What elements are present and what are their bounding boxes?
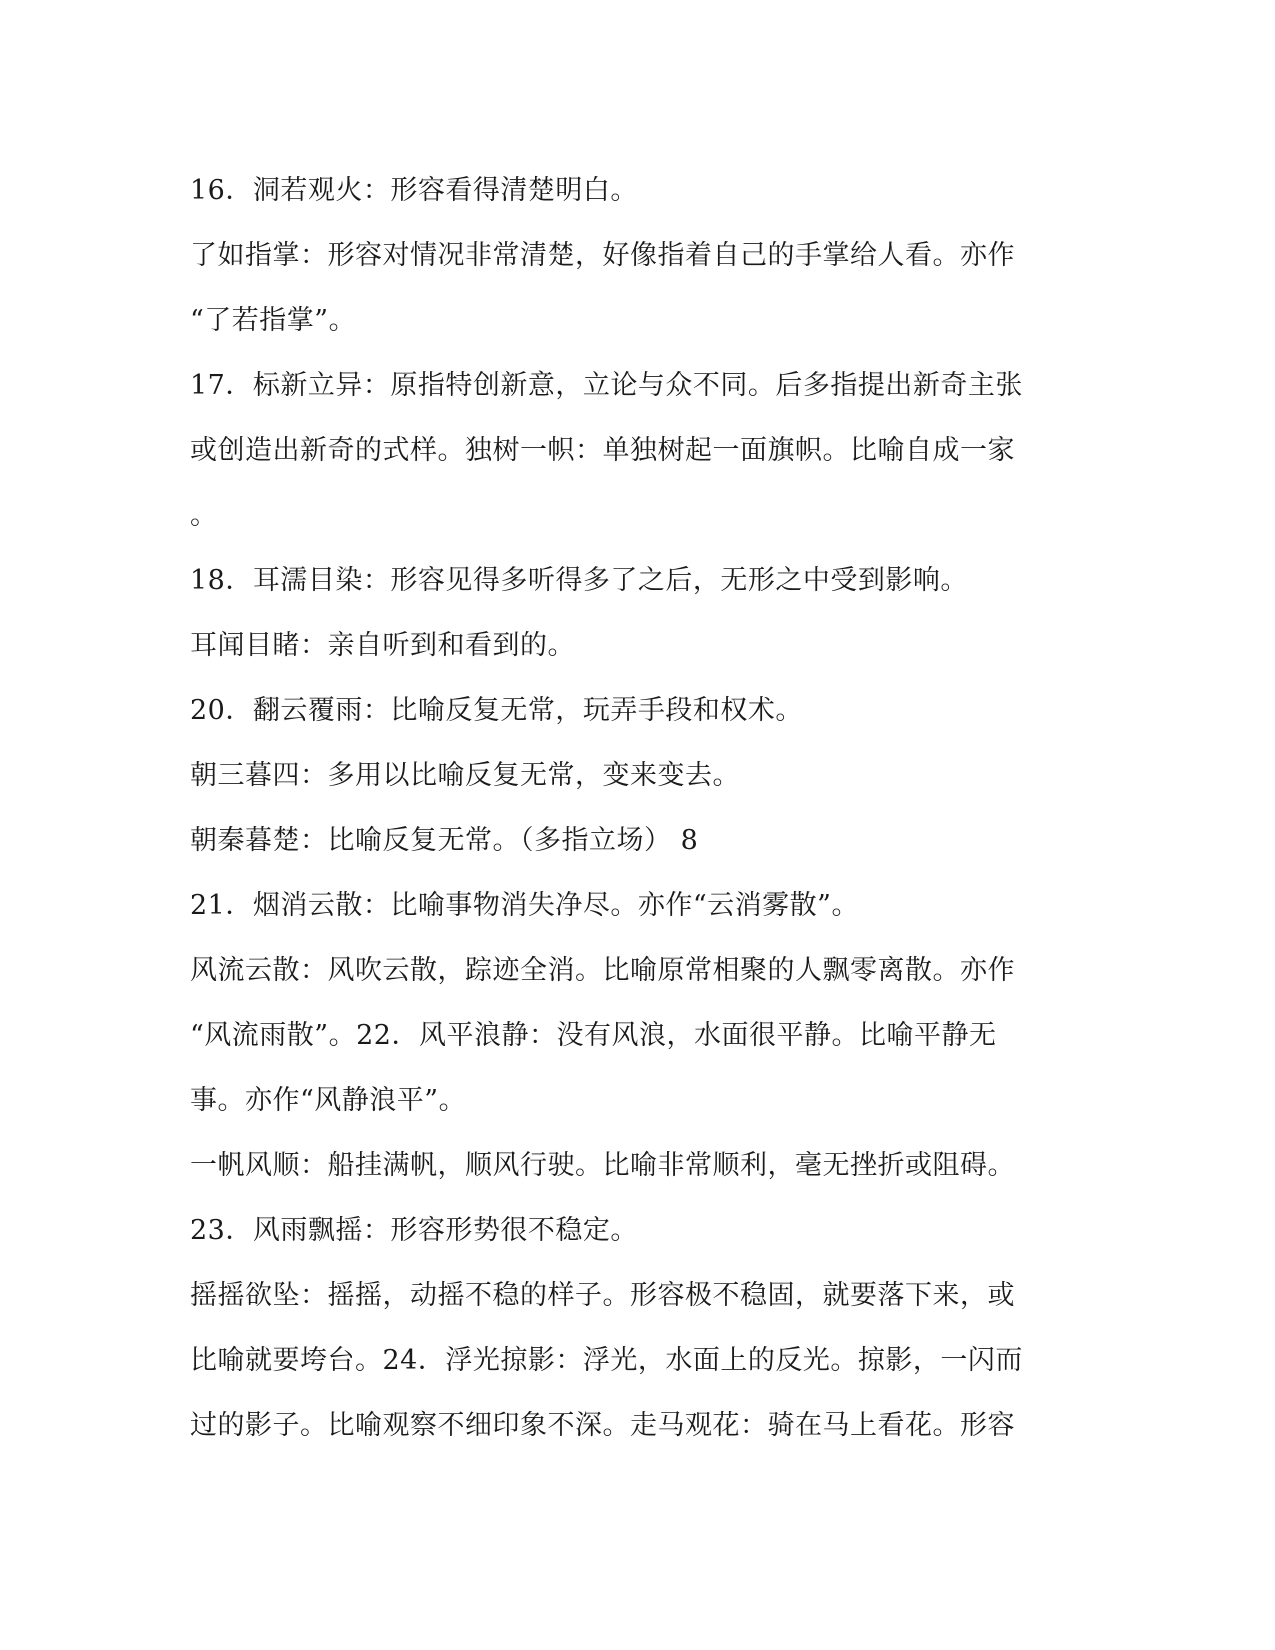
text-line-14: “风流雨散”。22．风平浪静：没有风浪，水面很平静。比喻平静无 [190,1020,997,1051]
text-line-16: 一帆风顺：船挂满帆，顺风行驶。比喻非常顺利，毫无挫折或阻碍。 [190,1150,1015,1181]
text-line-9: 20．翻云覆雨：比喻反复无常，玩弄手段和权术。 [190,695,803,726]
text-line-3: “了若指掌”。 [190,305,357,336]
document-body [190,158,1070,1458]
text-line-17: 23．风雨飘摇：形容形势很不稳定。 [190,1215,638,1246]
text-line-2: 了如指掌：形容对情况非常清楚，好像指着自己的手掌给人看。亦作 [190,240,1015,271]
text-line-5: 或创造出新奇的式样。独树一帜：单独树起一面旗帜。比喻自成一家 [190,435,1015,466]
text-line-4: 17．标新立异：原指特创新意，立论与众不同。后多指提出新奇主张 [190,370,1023,401]
text-line-7: 18．耳濡目染：形容见得多听得多了之后，无形之中受到影响。 [190,565,968,596]
text-line-6: 。 [190,500,218,531]
text-line-10: 朝三暮四：多用以比喻反复无常，变来变去。 [190,760,740,791]
text-line-20: 过的影子。比喻观察不细印象不深。走马观花：骑在马上看花。形容 [190,1410,1015,1441]
text-line-11: 朝秦暮楚：比喻反复无常。（多指立场） 8 [190,825,699,856]
text-line-19: 比喻就要垮台。24．浮光掠影：浮光，水面上的反光。掠影，一闪而 [190,1345,1023,1376]
text-line-1: 16．洞若观火：形容看得清楚明白。 [190,175,638,206]
text-line-15: 事。亦作“风静浪平”。 [190,1085,467,1116]
text-line-12: 21．烟消云散：比喻事物消失净尽。亦作“云消雾散”。 [190,890,859,921]
text-line-8: 耳闻目睹：亲自听到和看到的。 [190,630,575,661]
text-line-13: 风流云散：风吹云散，踪迹全消。比喻原常相聚的人飘零离散。亦作 [190,955,1015,986]
text-line-18: 摇摇欲坠：摇摇，动摇不稳的样子。形容极不稳固，就要落下来，或 [190,1280,1015,1311]
